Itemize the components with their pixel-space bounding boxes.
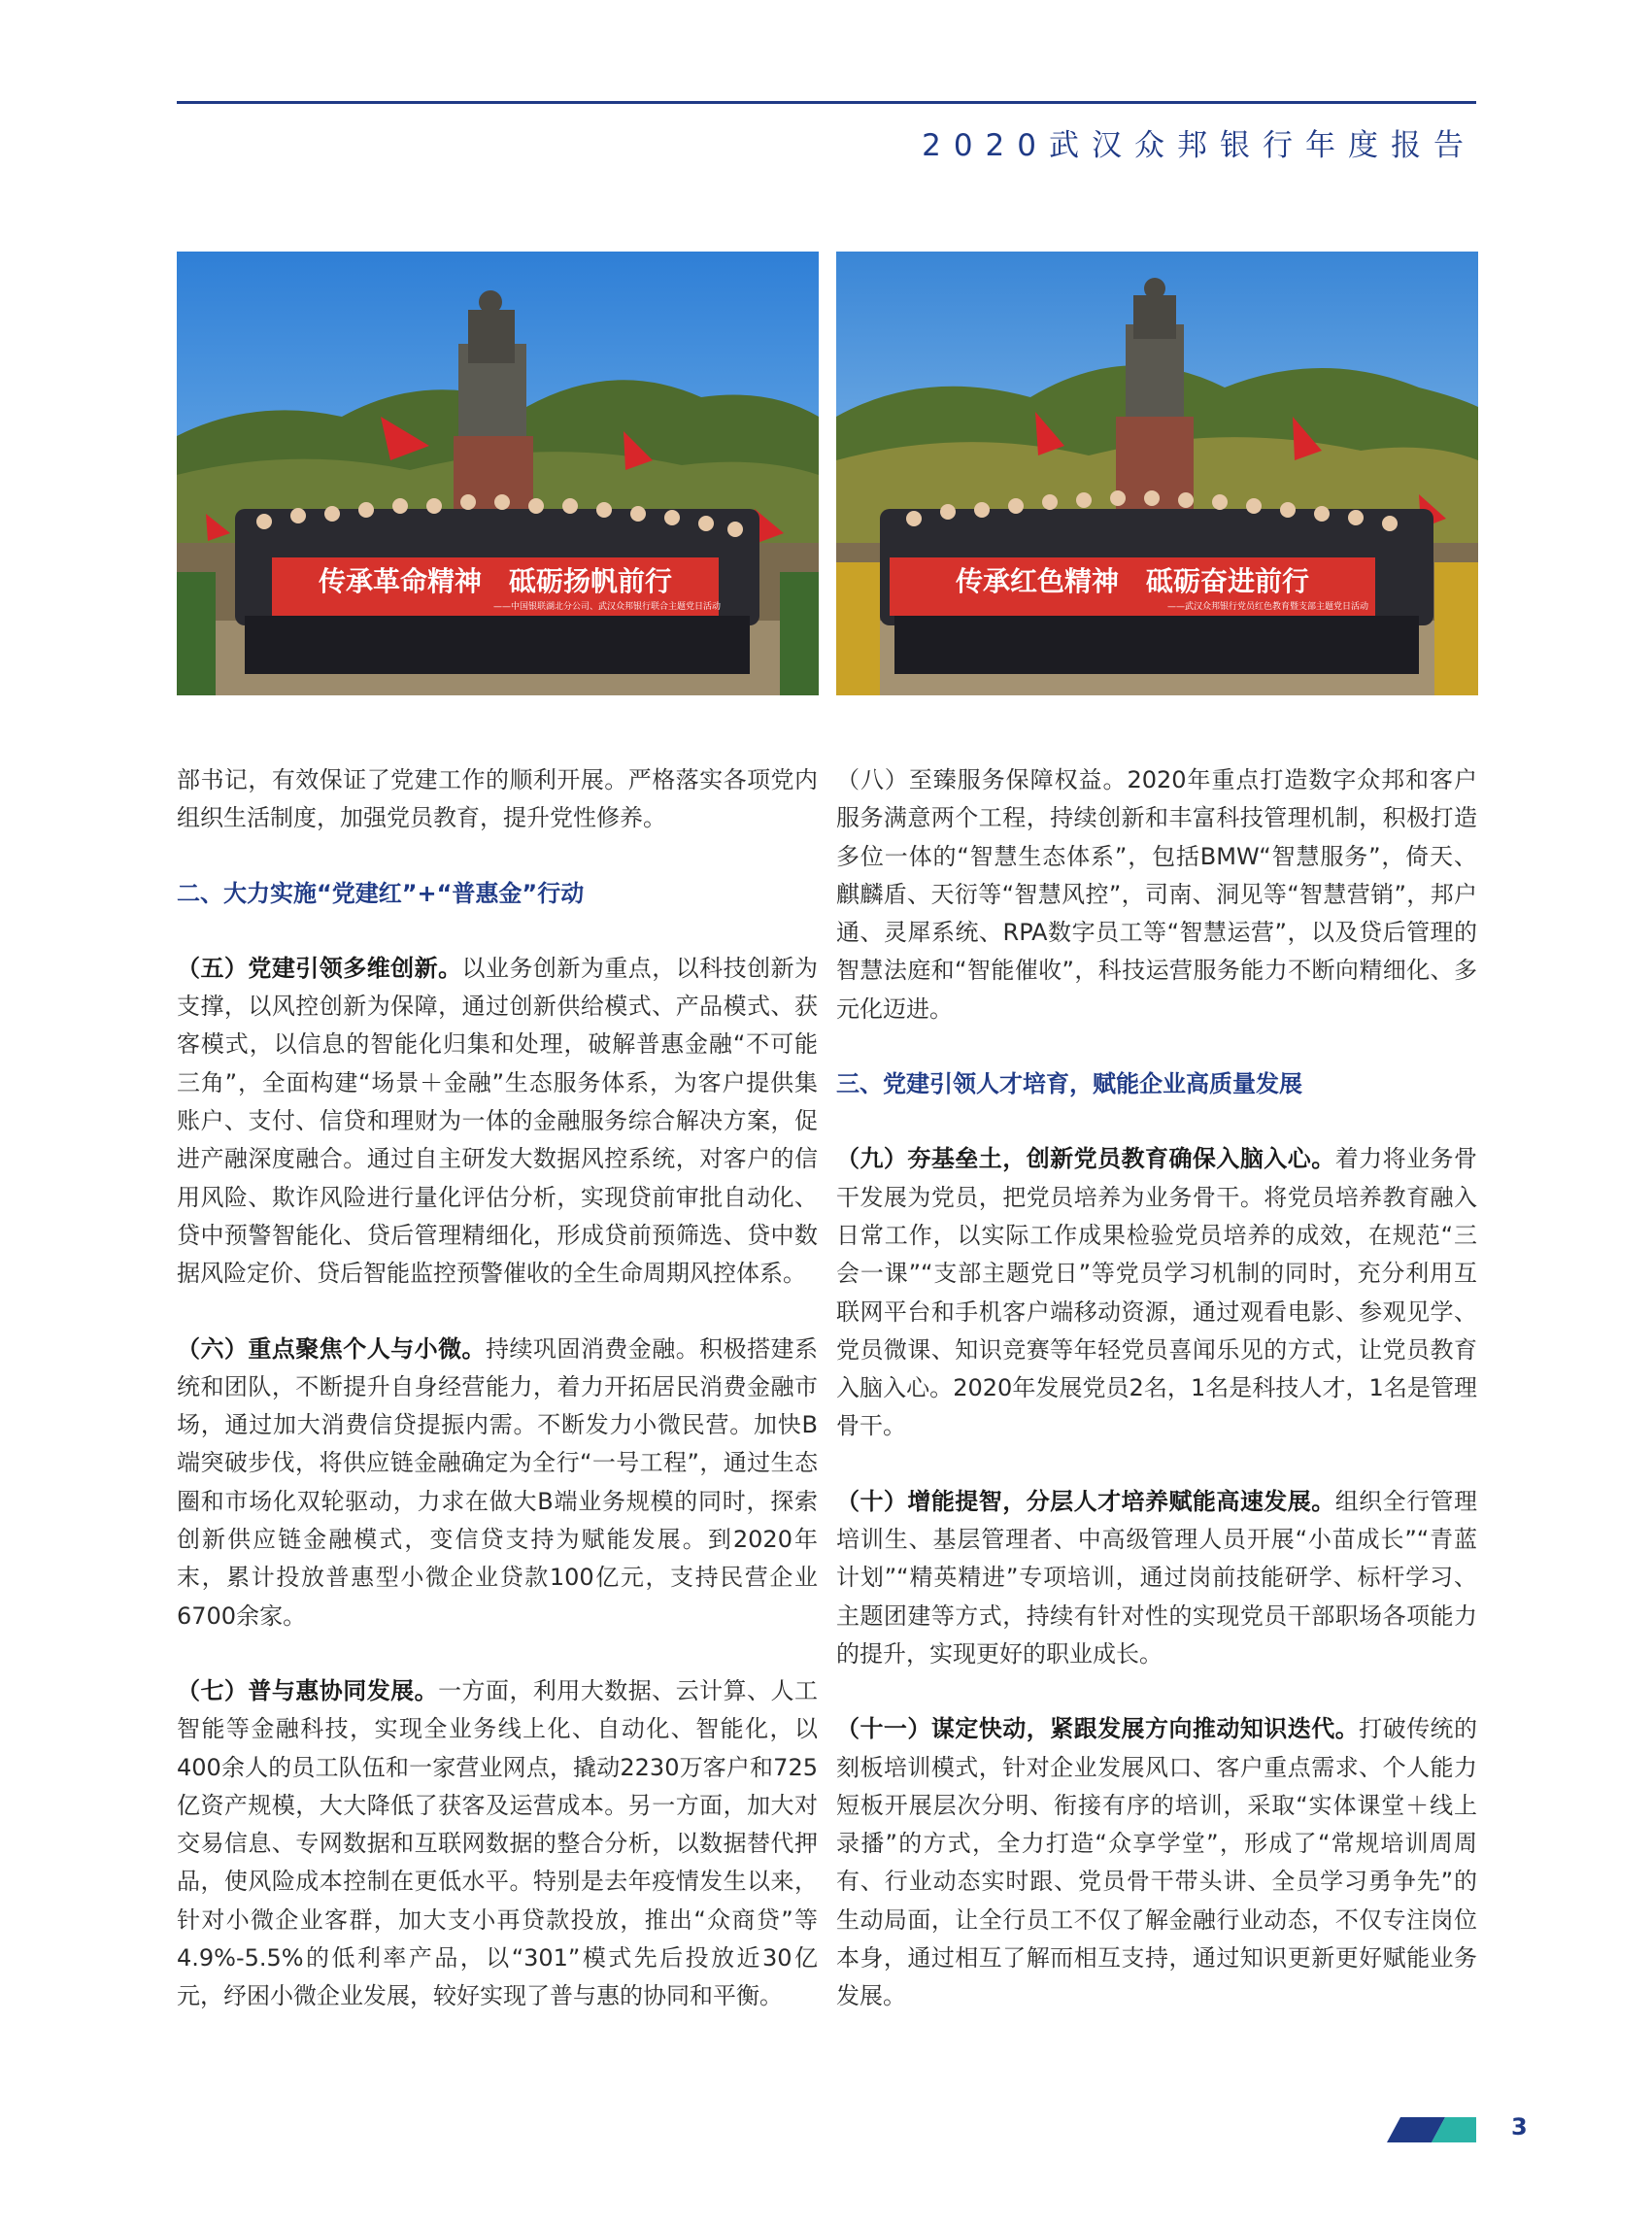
paragraph-10-heading: （十）增能提智，分层人才培养赋能高速发展。 (836, 1487, 1335, 1515)
paragraph-7-heading: （七）普与惠协同发展。 (177, 1676, 439, 1704)
paragraph-10 (836, 1483, 1477, 1673)
paragraph-11-body: 打破传统的刻板培训模式，针对企业发展风口、客户重点需求、个人能力短板开展层次分明、衔接有序的培训，采取“实体课堂＋线上录播”的方式，全力打造“众享学堂”，形成了“常规培训周周有、行业动态实时跟、党员骨干带头讲、全员学习勇争先”的生动局面，让全行员工不仅了解金融行业动态，不仅专注岗位本身，通过相互了解而相互支持，通过知识更新更好赋能业务发展。 (836, 1715, 1478, 2010)
paragraph-7-body: 一方面，利用大数据、云计算、人工智能等金融科技，实现全业务线上化、自动化、智能化，以400余人的员工队伍和一家营业网点，撬动2230万客户和725亿资产规模，大大降低了获客及运营成本。另一方面，加大对交易信息、专网数据和互联网数据的整合分析，以数据替代押品，使风险成本控制在更低水平。特别是去年疫情发生以来，针对小微企业客群，加大支小再贷款投放，推出“众商贷”等4.9%-5.5%的低利率产品，以“301”模式先后投放近30亿元，纾困小微企业发展，较好实现了普与惠的协同和平衡。 (177, 1676, 819, 2010)
paragraph-9-body: 着力将业务骨干发展为党员，把党员培养为业务骨干。将党员培养教育融入日常工作，以实际工作成果检验党员培养的成效，在规范“三会一课”“支部主题党日”等党员学习机制的同时，充分利用互联网平台和手机客户端移动资源，通过观看电影、参观见学、党员微课、知识竞赛等年轻党员喜闻乐见的方式，让党员教育入脑入心。2020年发展党员2名，1名是科技人才，1名是管理骨干。 (836, 1145, 1478, 1440)
paragraph-9 (836, 1140, 1477, 1445)
paragraph-9-heading: （九）夯基垒土，创新党员教育确保入脑入心。 (836, 1145, 1335, 1173)
paragraph-11-heading: （十一）谋定快动，紧跟发展方向推动知识迭代。 (836, 1715, 1360, 1743)
report-title: 2020武汉众邦银行年度报告 (922, 128, 1476, 163)
banner-main-left: 传承革命精神 砥砺扬帆前行 (318, 565, 673, 597)
paragraph-5-heading: （五）党建引领多维创新。 (177, 954, 462, 982)
paragraph-6 (177, 1331, 818, 1635)
footer-decoration (1387, 2117, 1476, 2142)
banner-main-right: 传承红色精神 砥砺奋进前行 (955, 565, 1310, 597)
paragraph-intro: 部书记，有效保证了党建工作的顺利开展。严格落实各项党内组织生活制度，加强党员教育，提升党性修养。 (177, 766, 818, 832)
page-number: 3 (1511, 2113, 1528, 2141)
group-photo-left (177, 252, 819, 695)
section-heading-3: 三、党建引领人才培育，赋能企业高质量发展 (836, 1070, 1302, 1098)
paragraph-11 (836, 1710, 1477, 2015)
paragraph-8: （八）至臻服务保障权益。2020年重点打造数字众邦和客户服务满意两个工程，持续创新和丰富科技管理机制，积极打造多位一体的“智慧生态体系”，包括BMW“智慧服务”，倚天、麒麟盾、天衍等“智慧风控”，司南、洞见等“智慧营销”，邦户通、灵犀系统、RPA数字员工等“智慧运营”，以及贷后管理的智慧法庭和“智能催收”，科技运营服务能力不断向精细化、多元化迈进。 (836, 766, 1477, 1023)
paragraph-6-body: 持续巩固消费金融。积极搭建系统和团队，不断提升自身经营能力，着力开拓居民消费金融市场，通过加大消费信贷提振内需。不断发力小微民营。加快B端突破步伐，将供应链金融确定为全行“一号工程”，通过生态圈和市场化双轮驱动，力求在做大B端业务规模的同时，探索创新供应链金融模式，变信贷支持为赋能发展。到2020年末，累计投放普惠型小微企业贷款100亿元，支持民营企业6700余家。 (177, 1334, 818, 1630)
banner-sub-right: ——武汉众邦银行党员红色教育暨支部主题党日活动 (1166, 602, 1368, 612)
paragraph-5 (177, 950, 818, 1294)
header-rule (177, 101, 1476, 104)
text-column-right (836, 761, 1477, 2053)
text-column-left (177, 761, 818, 2053)
paragraph-5-body: 以业务创新为重点，以科技创新为支撑，以风控创新为保障，通过创新供给模式、产品模式、获客模式，以信息的智能化归集和处理，破解普惠金融“不可能三角”，全面构建“场景＋金融”生态服务体系，为客户提供集账户、支付、信贷和理财为一体的金融服务综合解决方案，促进产融深度融合。通过自主研发大数据风控系统，对客户的信用风险、欺诈风险进行量化评估分析，实现贷前审批自动化、贷中预警智能化、贷后管理精细化，形成贷前预筛选、贷中数据风险定价、贷后智能监控预警催收的全生命周期风控体系。 (177, 954, 819, 1288)
paragraph-6-heading: （六）重点聚焦个人与小微。 (177, 1334, 486, 1363)
banner-sub-left: ——中国银联湖北分公司、武汉众邦银行联合主题党日活动 (492, 602, 721, 612)
section-heading-2: 二、大力实施“党建红”+“普惠金”行动 (177, 879, 585, 907)
group-photo-right (836, 252, 1478, 695)
paragraph-7 (177, 1672, 818, 2016)
paragraph-10-body: 组织全行管理培训生、基层管理者、中高级管理人员开展“小苗成长”“青蓝计划”“精英精进”专项培训，通过岗前技能研学、标杆学习、主题团建等方式，持续有针对性的实现党员干部职场各项能力的提升，实现更好的职业成长。 (836, 1487, 1478, 1668)
